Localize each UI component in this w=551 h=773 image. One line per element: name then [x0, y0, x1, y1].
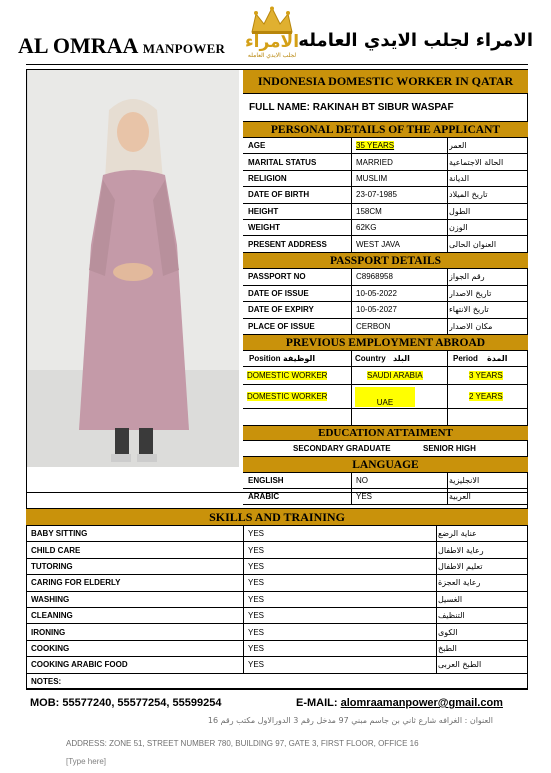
- row-label-ar: الحالة الاجتماعية: [449, 157, 504, 167]
- row-value: YES: [248, 561, 265, 571]
- row-label: RELIGION: [248, 173, 287, 183]
- personal-details-heading: PERSONAL DETAILS OF THE APPLICANT: [243, 122, 528, 138]
- row-label-ar: رعاية العجزة: [438, 578, 481, 588]
- table-row: [243, 319, 528, 336]
- header-divider: [26, 64, 528, 65]
- table-row: [26, 542, 528, 558]
- row-label-ar: الطبخ العربى: [438, 660, 482, 670]
- row-label: WEIGHT: [248, 223, 280, 233]
- row-label-ar: العنوان الحالى: [449, 239, 497, 249]
- email-link[interactable]: alomraamanpower@gmail.com: [340, 697, 503, 709]
- full-name: FULL NAME: RAKINAH BT SIBUR WASPAF: [249, 102, 454, 113]
- table-row: [243, 138, 528, 154]
- table-row: [243, 302, 528, 319]
- notes-row: [26, 674, 528, 690]
- employment-col-period-ar: المدة: [487, 354, 508, 363]
- row-label: TUTORING: [31, 561, 73, 571]
- mobile-numbers: MOB: 55577240, 55577254, 55599254: [30, 697, 222, 709]
- employment-position: DOMESTIC WORKER: [247, 392, 328, 401]
- full-name-row: [243, 94, 528, 122]
- row-value: 62KG: [356, 223, 377, 233]
- logo-text: الامراء: [244, 32, 300, 52]
- row-value: YES: [248, 594, 265, 604]
- row-label-ar: رقم الجواز: [449, 272, 485, 282]
- row-value: YES: [248, 627, 265, 637]
- table-row: [243, 220, 528, 236]
- row-label-ar: الوزن: [449, 223, 468, 233]
- employment-col-country: Country: [355, 354, 386, 363]
- address-english: ADDRESS: ZONE 51, STREET NUMBER 780, BUILDING 97, GATE 3, FIRST FLOOR, OFFICE 16: [66, 739, 419, 748]
- row-label-ar: الديانة: [449, 173, 470, 183]
- employment-position: DOMESTIC WORKER: [247, 371, 328, 380]
- table-row: [243, 236, 528, 252]
- table-row: [243, 204, 528, 220]
- employment-col-country-ar: البلد: [393, 354, 410, 363]
- row-label-ar: تاريخ الانتهاء: [449, 305, 489, 315]
- skills-spacer: [26, 492, 528, 509]
- brand-name-ar: الامراء لجلب الايدي العامله: [298, 30, 533, 51]
- brand-name-main: AL OMRAA: [18, 33, 138, 58]
- row-label: CHILD CARE: [31, 545, 81, 555]
- passport-details-heading: PASSPORT DETAILS: [243, 253, 528, 269]
- table-row: [26, 575, 528, 591]
- row-label-ar: تاريخ الميلاد: [449, 190, 488, 200]
- table-row: [243, 171, 528, 187]
- row-value: YES: [248, 660, 265, 670]
- education-level-2: SENIOR HIGH: [423, 444, 476, 453]
- employment-empty-row: [243, 409, 528, 426]
- row-label: AGE: [248, 141, 266, 151]
- employment-country: UAE: [355, 387, 415, 407]
- email-block: [296, 697, 503, 709]
- document-title: INDONESIA DOMESTIC WORKER IN QATAR: [243, 70, 528, 94]
- employment-period: 2 YEARS: [469, 392, 503, 401]
- logo-subtext: لجلب الايدي العامله: [247, 53, 297, 59]
- row-value: 10-05-2027: [356, 305, 397, 315]
- education-row: [243, 441, 528, 457]
- table-row: [26, 592, 528, 608]
- education-level: SECONDARY GRADUATE: [293, 444, 391, 453]
- table-row: [243, 154, 528, 170]
- applicant-photo: [27, 70, 239, 467]
- row-label: DATE OF EXPIRY: [248, 305, 314, 315]
- row-label: COOKING: [31, 643, 70, 653]
- row-value: WEST JAVA: [356, 239, 401, 249]
- row-label: HEIGHT: [248, 206, 279, 216]
- employment-row: [243, 367, 528, 385]
- row-label-ar: الكوى: [438, 627, 458, 637]
- employment-col-position: Position: [249, 354, 281, 363]
- row-label: ENGLISH: [248, 476, 284, 485]
- table-row: [26, 641, 528, 657]
- row-label-ar: العمر: [449, 141, 467, 151]
- table-row: [26, 526, 528, 542]
- row-value: C8968958: [356, 272, 393, 282]
- row-label-ar: عناية الرضع: [438, 529, 477, 539]
- row-label: PASSPORT NO: [248, 272, 306, 282]
- row-value: 23-07-1985: [356, 190, 397, 200]
- row-label: IRONING: [31, 627, 66, 637]
- row-label-ar: الطول: [449, 206, 471, 216]
- row-value: MARRIED: [356, 157, 393, 167]
- table-row: [26, 608, 528, 624]
- row-value: YES: [248, 643, 265, 653]
- applicant-portrait-icon: [27, 70, 239, 467]
- education-heading: EDUCATION ATTAIMENT: [243, 426, 528, 441]
- row-label: MARITAL STATUS: [248, 157, 317, 167]
- notes-label: NOTES:: [31, 677, 62, 686]
- table-row: [243, 473, 528, 489]
- row-label: COOKING ARABIC FOOD: [31, 660, 128, 670]
- employment-heading: PREVIOUS EMPLOYMENT ABROAD: [243, 335, 528, 351]
- skills-heading: SKILLS AND TRAINING: [26, 509, 528, 526]
- employment-country: SAUDI ARABIA: [367, 371, 423, 380]
- row-label: CLEANING: [31, 611, 73, 621]
- row-label: PRESENT ADDRESS: [248, 239, 327, 249]
- row-label: ARABIC: [248, 492, 280, 501]
- row-label: BABY SITTING: [31, 529, 88, 539]
- employment-period: 3 YEARS: [469, 371, 503, 380]
- row-label-ar: تاريخ الاصدار: [449, 288, 492, 298]
- row-value: YES: [248, 578, 265, 588]
- row-label: PLACE OF ISSUE: [248, 321, 315, 331]
- row-value: CERBON: [356, 321, 391, 331]
- employment-header-row: [243, 351, 528, 367]
- row-label-ar: الطبخ: [438, 643, 457, 653]
- row-label-ar: الغسيل: [438, 594, 463, 604]
- letterhead: [0, 0, 551, 66]
- row-value: YES: [248, 611, 265, 621]
- row-label-ar: العربية: [449, 492, 471, 501]
- table-row: [243, 269, 528, 286]
- address-arabic: العنوان : الغرافه شارع ثاني بن جاسم مبني 97 مدخل رقم 3 الدورالاول مكتب رقم 16: [207, 716, 493, 725]
- brand-name-en: [18, 33, 225, 59]
- row-value: MUSLIM: [356, 173, 388, 183]
- table-row: [26, 657, 528, 673]
- language-heading: LANGUAGE: [243, 457, 528, 473]
- row-value: 35 YEARS: [356, 141, 395, 151]
- row-value: YES: [356, 492, 373, 501]
- row-label: CARING FOR ELDERLY: [31, 578, 121, 588]
- email-label: E-MAIL:: [296, 697, 338, 709]
- brand-name-small: MANPOWER: [142, 41, 226, 56]
- row-label: DATE OF ISSUE: [248, 288, 309, 298]
- table-row: [26, 624, 528, 640]
- row-value: 10-05-2022: [356, 288, 397, 298]
- row-label-ar: الانجليزية: [449, 476, 480, 485]
- row-label-ar: التنظيف: [438, 611, 465, 621]
- table-row: [26, 559, 528, 575]
- row-label-ar: مكان الاصدار: [449, 321, 493, 331]
- row-value: 158CM: [356, 206, 382, 216]
- footer-placeholder: [Type here]: [66, 757, 107, 766]
- table-row: [243, 286, 528, 303]
- row-label: WASHING: [31, 594, 70, 604]
- table-row: [243, 187, 528, 203]
- row-value: YES: [248, 529, 265, 539]
- row-value: YES: [248, 545, 265, 555]
- employment-row: [243, 385, 528, 409]
- employment-col-period: Period: [453, 354, 478, 363]
- row-value: NO: [356, 476, 368, 485]
- contact-bar: [26, 690, 528, 716]
- row-label-ar: تعليم الاطفال: [438, 561, 483, 571]
- row-label-ar: رعاية الاطفال: [438, 545, 484, 555]
- row-label: DATE OF BIRTH: [248, 190, 310, 200]
- employment-col-position-ar: الوظيفة: [283, 354, 316, 363]
